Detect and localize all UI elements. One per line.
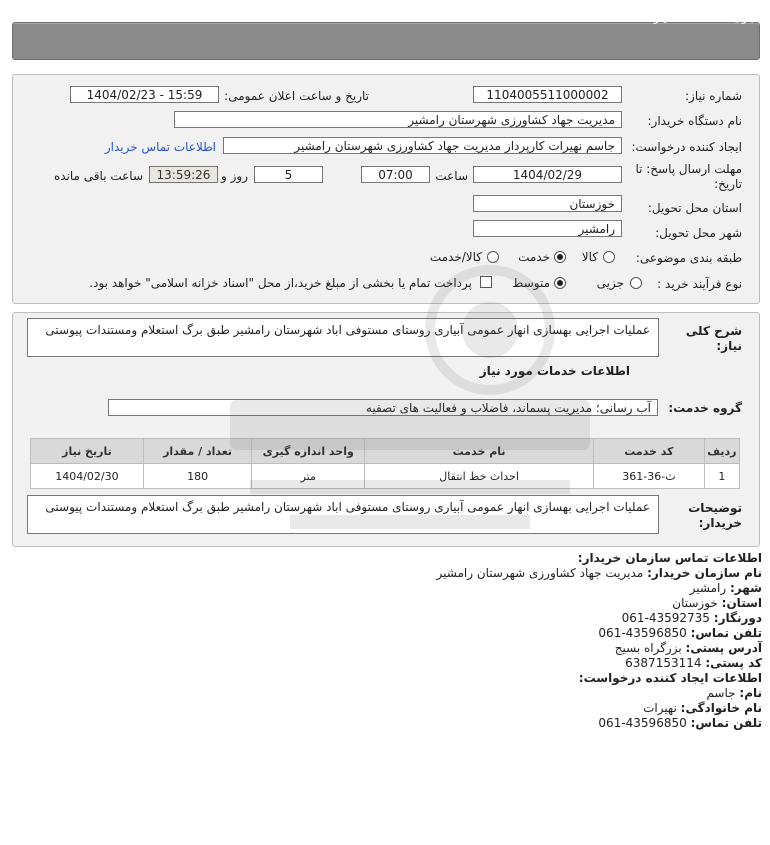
contact-postal-row: کد پستی: 6387153114	[625, 656, 762, 670]
cell-unit: متر	[252, 464, 365, 489]
contact-title: اطلاعات تماس سازمان خریدار:	[577, 551, 762, 565]
process-medium-label: متوسط	[512, 276, 550, 290]
contact-city-row: شهر: رامشیر	[689, 581, 762, 595]
contact-address-row: آدرس پستی: بزرگراه بسیج	[614, 641, 762, 655]
service-group-label: گروه خدمت:	[668, 401, 742, 415]
col-row: ردیف	[704, 439, 739, 464]
need-number-field: 1104005511000002	[473, 86, 622, 103]
buyer-label: نام دستگاه خریدار:	[647, 114, 742, 128]
creator-name-row: نام: جاسم	[706, 686, 762, 700]
announce-label: تاریخ و ساعت اعلان عمومی:	[224, 89, 369, 103]
creator-info-title: اطلاعات ایجاد کننده درخواست:	[578, 671, 762, 685]
process-label: نوع فرآیند خرید :	[657, 277, 742, 291]
contact-address: بزرگراه بسیج	[614, 641, 682, 655]
category-service-label: خدمت	[518, 250, 550, 264]
days-label: روز و	[221, 169, 248, 183]
province-label: استان محل تحویل:	[647, 201, 742, 215]
cell-need-date: 1404/02/30	[31, 464, 144, 489]
category-label: طبقه بندی موضوعی:	[635, 251, 742, 265]
process-minor-label: جزیی	[596, 276, 624, 290]
page-header	[12, 22, 760, 60]
category-goods-service-label: کالا/خدمت	[429, 250, 482, 264]
buyer-notes-label-1: توضیحات	[688, 501, 742, 515]
cell-service-name: احداث خط انتقال	[365, 464, 594, 489]
buyer-contact-link[interactable]: اطلاعات تماس خریدار	[104, 140, 216, 154]
category-goods-radio[interactable]	[603, 251, 615, 263]
creator-label: ایجاد کننده درخواست:	[631, 140, 742, 154]
cell-quantity: 180	[143, 464, 251, 489]
summary-label-2: نیاز:	[716, 339, 742, 353]
buyer-field: مدیریت جهاد کشاورزی شهرستان رامشیر	[174, 111, 622, 128]
col-service-code: کد خدمت	[594, 439, 705, 464]
days-field: 5	[254, 166, 323, 183]
city-label: شهر محل تحویل:	[655, 226, 742, 240]
treasury-text: پرداخت تمام یا بخشی از مبلغ خرید،از محل "اسناد خزانه اسلامی" خواهد بود.	[89, 276, 472, 290]
table-row	[31, 464, 740, 489]
creator-phone: 061-43596850	[598, 716, 687, 730]
contact-city: رامشیر	[689, 581, 727, 595]
creator-phone-row: تلفن تماس: 061-43596850	[598, 716, 762, 730]
treasury-checkbox[interactable]	[480, 276, 492, 288]
need-info-panel	[12, 74, 760, 304]
col-quantity: تعداد / مقدار	[143, 439, 251, 464]
deadline-time-field: 07:00	[361, 166, 430, 183]
service-group-field: آب رسانی؛ مدیریت پسماند، فاضلاب و فعالیت های تصفیه	[108, 399, 658, 416]
category-goods-label: کالا	[581, 250, 598, 264]
category-goods-service-radio[interactable]	[487, 251, 499, 263]
creator-field: جاسم نهیرات کارپرداز مدیریت جهاد کشاورزی شهرستان رامشیر	[223, 137, 622, 154]
category-service-radio[interactable]	[554, 251, 566, 263]
contact-province: خوزستان	[672, 596, 718, 610]
deadline-label-2: تاریخ:	[714, 177, 742, 191]
cell-row: 1	[704, 464, 739, 489]
deadline-label-1: مهلت ارسال پاسخ: تا	[635, 162, 742, 176]
contact-postal: 6387153114	[625, 656, 702, 670]
contact-org: مدیریت جهاد کشاورزی شهرستان رامشیر	[436, 566, 644, 580]
creator-family-row: نام خانوادگی: نهیرات	[643, 701, 762, 715]
need-number-label: شماره نیاز:	[685, 89, 742, 103]
process-medium-radio[interactable]	[554, 277, 566, 289]
contact-phone-row: تلفن تماس: 061-43596850	[598, 626, 762, 640]
province-field: خوزستان	[473, 195, 622, 212]
contact-province-row: استان: خوزستان	[672, 596, 762, 610]
page-title: جزئیات اطلاعات نیاز	[653, 10, 756, 24]
buyer-notes-label-2: خریدار:	[698, 516, 742, 530]
summary-text: عملیات اجرایی بهسازی انهار عمومی آبیاری روستای مستوفی اباد شهرستان رامشیر طبق برگ استعلام ومستندات پیوستی	[27, 318, 659, 357]
creator-family: نهیرات	[643, 701, 677, 715]
contact-org-row: نام سازمان خریدار: مدیریت جهاد کشاورزی شهرستان رامشیر	[436, 566, 762, 580]
col-unit: واحد اندازه گیری	[252, 439, 365, 464]
services-table	[30, 438, 740, 489]
services-table-header	[31, 439, 740, 464]
process-minor-radio[interactable]	[630, 277, 642, 289]
remaining-label: ساعت باقی مانده	[53, 169, 143, 183]
services-title: اطلاعات خدمات مورد نیاز	[479, 364, 630, 378]
deadline-time-label: ساعت	[435, 169, 468, 183]
remaining-time-field: 13:59:26	[149, 166, 218, 183]
contact-fax: 061-43592735	[621, 611, 710, 625]
contact-phone: 061-43596850	[598, 626, 687, 640]
contact-fax-row: دورنگار: 061-43592735	[621, 611, 762, 625]
col-need-date: تاریخ نیاز	[31, 439, 144, 464]
creator-name: جاسم	[706, 686, 736, 700]
contact-section	[437, 551, 763, 731]
city-field: رامشیر	[473, 220, 622, 237]
col-service-name: نام خدمت	[365, 439, 594, 464]
announce-field: 1404/02/23 - 15:59	[70, 86, 219, 103]
summary-label-1: شرح کلی	[685, 324, 742, 338]
deadline-date-field: 1404/02/29	[473, 166, 622, 183]
cell-service-code: ث-36-361	[594, 464, 705, 489]
buyer-notes-text: عملیات اجرایی بهسازی انهار عمومی آبیاری روستای مستوفی اباد شهرستان رامشیر طبق برگ استعلام ومستندات پیوستی	[27, 495, 659, 534]
